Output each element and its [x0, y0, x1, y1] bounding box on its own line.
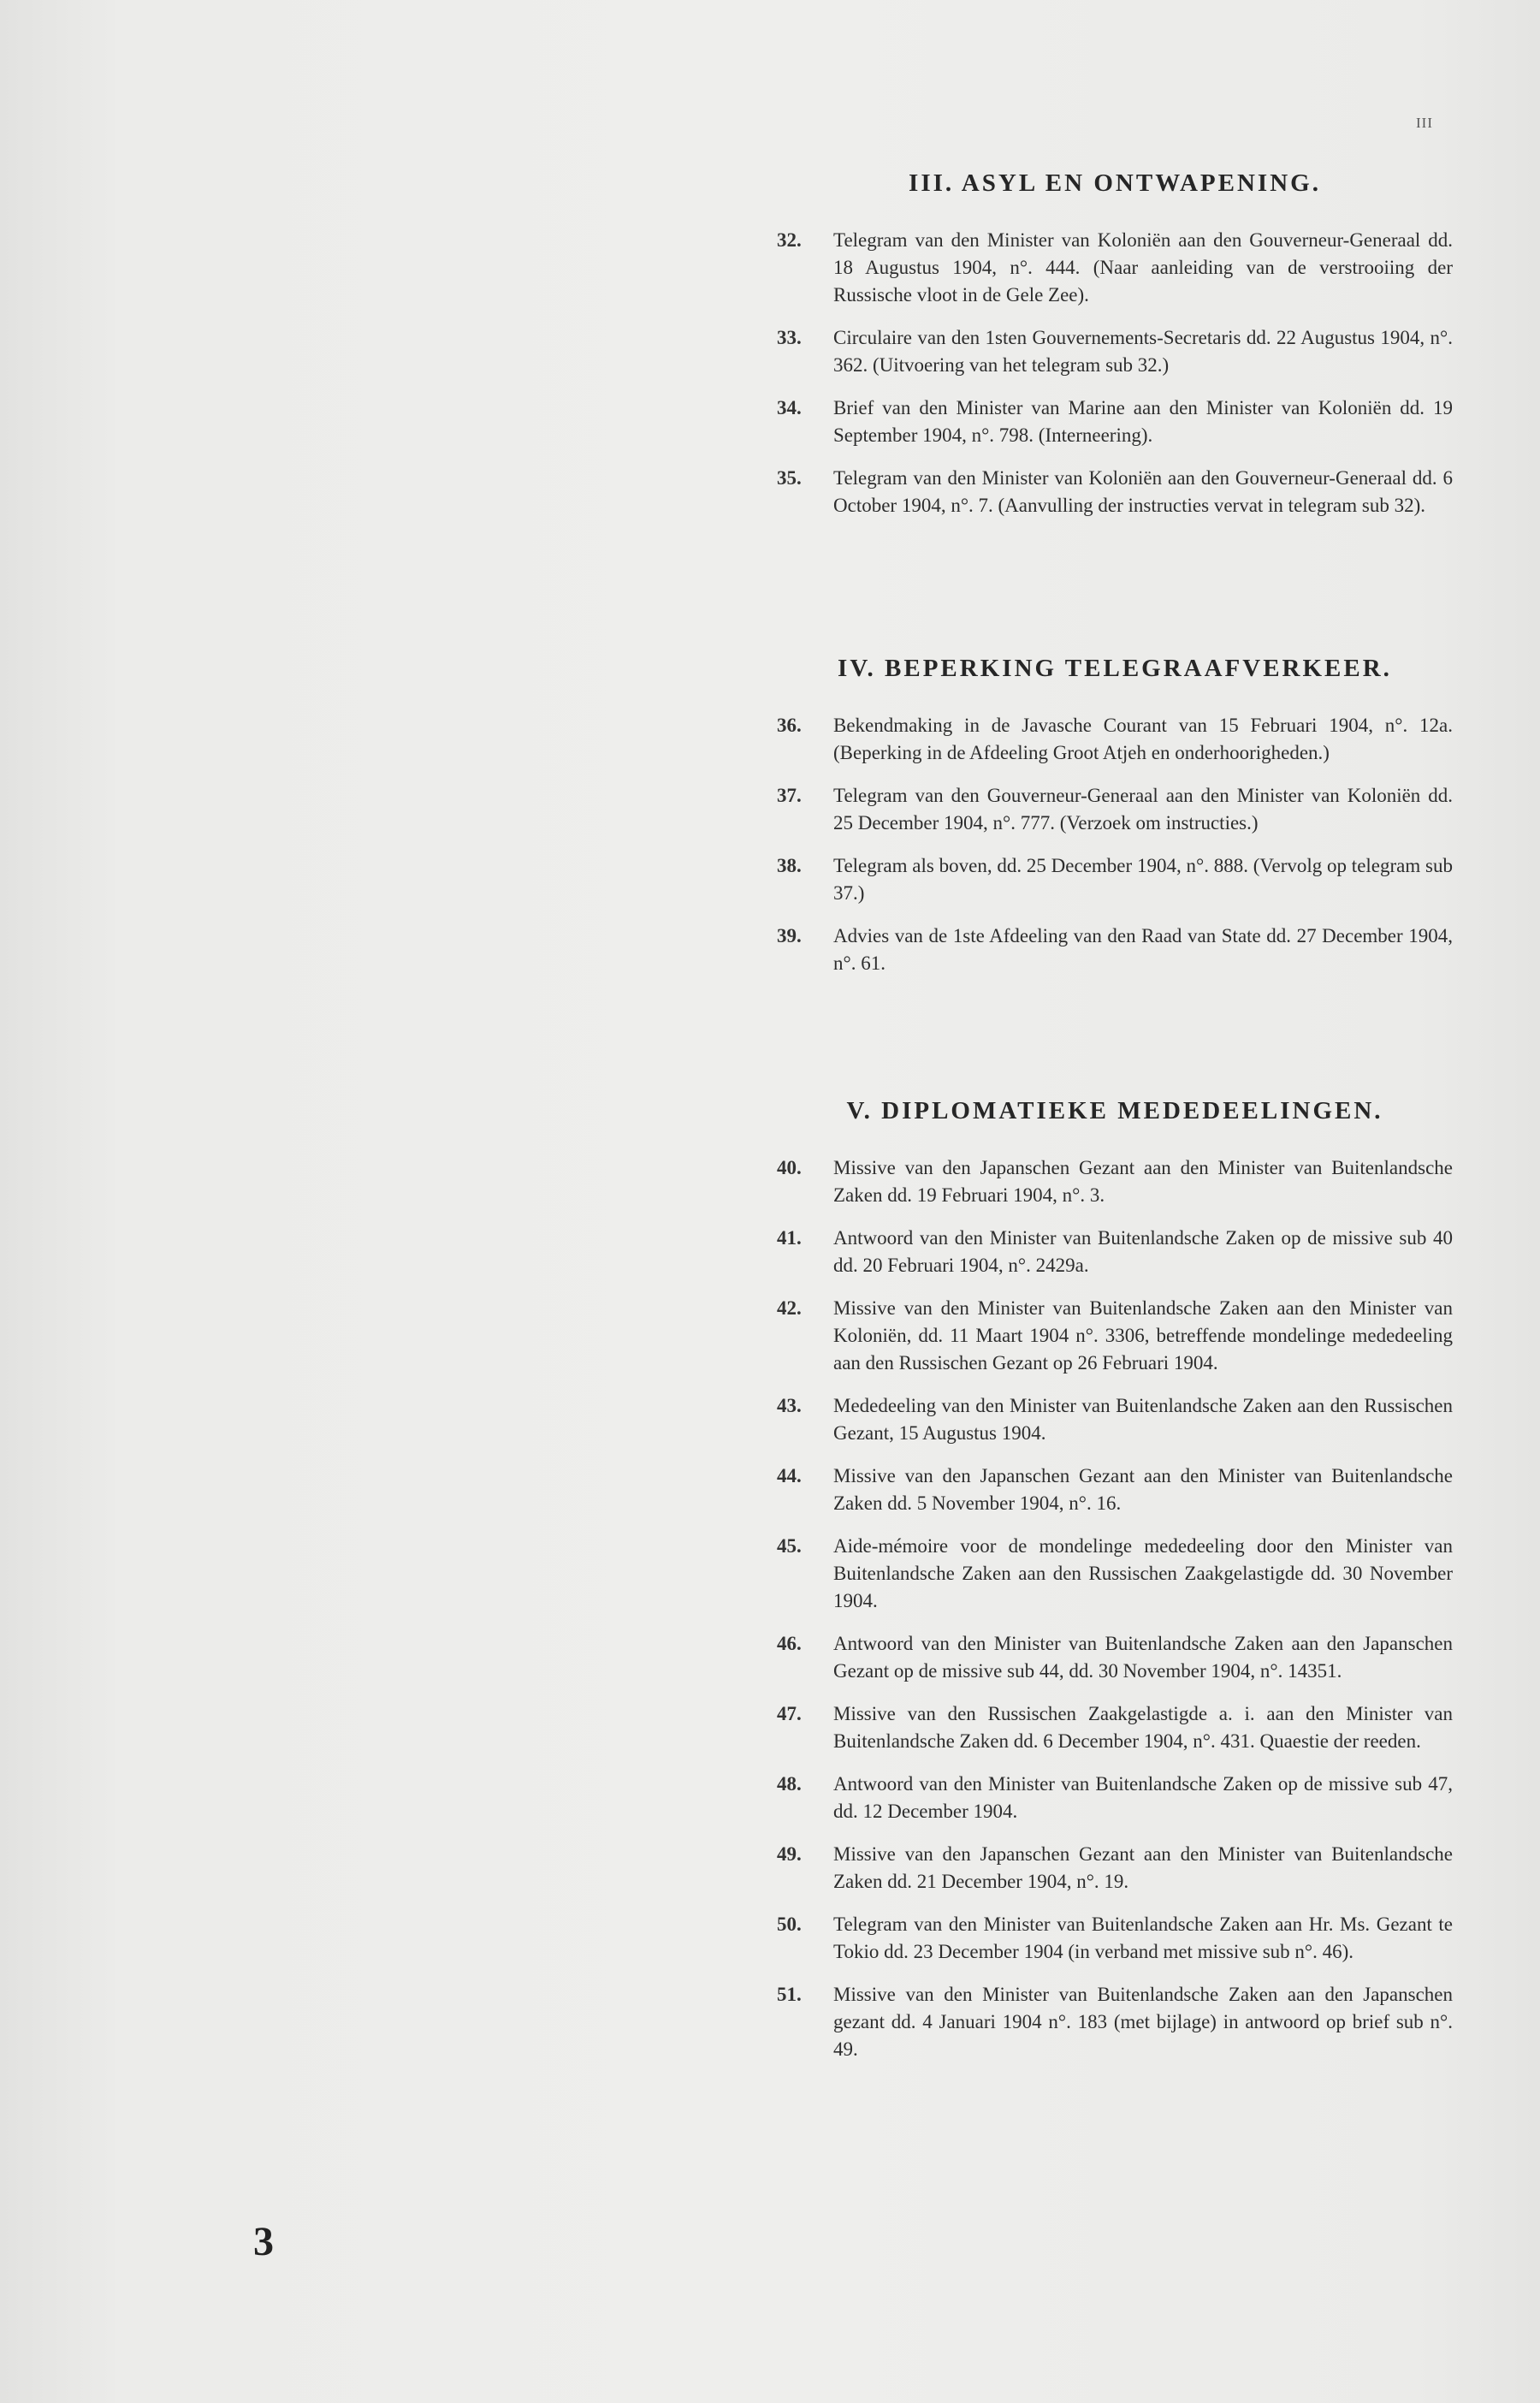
list-item	[777, 1533, 1453, 1615]
entry-number: 32.	[777, 229, 802, 251]
list-item	[777, 227, 1453, 309]
list-item	[777, 782, 1453, 837]
entry-number: 33.	[777, 327, 802, 348]
list-item	[777, 395, 1453, 449]
list-item	[777, 1700, 1453, 1755]
section-telegraaf	[777, 655, 1453, 993]
entry-number: 49.	[777, 1843, 802, 1865]
section-heading: III. ASYL EN ONTWAPENING.	[909, 169, 1321, 197]
list-item	[777, 324, 1453, 379]
entry-number: 37.	[777, 785, 802, 806]
list-item	[777, 1771, 1453, 1825]
entry-text: Telegram van den Minister van Koloniën aan den Gouverneur-Generaal dd. 6 October 1904, n°. 7. (Aanvulling der instructies vervat in telegram sub 32).	[833, 467, 1453, 516]
entry-text: Antwoord van den Minister van Buitenlandsche Zaken op de missive sub 40 dd. 20 Februari 1904, n°. 2429a.	[833, 1227, 1453, 1276]
list-item	[777, 1154, 1453, 1209]
section-heading: V. DIPLOMATIEKE MEDEDEELINGEN.	[846, 1097, 1383, 1124]
entry-text: Missive van den Japanschen Gezant aan den Minister van Buitenlandsche Zaken dd. 21 December 1904, n°. 19.	[833, 1843, 1453, 1892]
entry-number: 45.	[777, 1535, 802, 1557]
entry-text: Antwoord van den Minister van Buitenlandsche Zaken op de missive sub 47, dd. 12 December 1904.	[833, 1773, 1453, 1822]
entry-number: 40.	[777, 1157, 802, 1178]
entry-text: Telegram van den Minister van Buitenlandsche Zaken aan Hr. Ms. Gezant te Tokio dd. 23 December 1904 (in verband met missive sub n°. 46).	[833, 1914, 1453, 1962]
entry-number: 51.	[777, 1984, 802, 2005]
entry-number: 36.	[777, 715, 802, 736]
list-item	[777, 852, 1453, 907]
entry-number: 42.	[777, 1297, 802, 1319]
entry-text: Missive van den Minister van Buitenlandsche Zaken aan den Japanschen gezant dd. 4 Januari 1904 n°. 183 (met bijlage) in antwoord op brief sub n°. 49.	[833, 1984, 1453, 2060]
list-item	[777, 712, 1453, 767]
list-item	[777, 1630, 1453, 1685]
entry-number: 35.	[777, 467, 802, 489]
list-item	[777, 923, 1453, 977]
entry-text: Telegram van den Gouverneur-Generaal aan den Minister van Koloniën dd. 25 December 1904, n°. 777. (Verzoek om instructies.)	[833, 785, 1453, 834]
entry-text: Advies van de 1ste Afdeeling van den Raad van State dd. 27 December 1904, n°. 61.	[833, 925, 1453, 974]
entry-text: Missive van den Japanschen Gezant aan den Minister van Buitenlandsche Zaken dd. 19 Februari 1904, n°. 3.	[833, 1157, 1453, 1206]
list-item	[777, 1295, 1453, 1377]
entry-number: 38.	[777, 855, 802, 876]
entry-number: 46.	[777, 1633, 802, 1654]
section-heading: IV. BEPERKING TELEGRAAFVERKEER.	[838, 655, 1392, 682]
entry-text: Missive van den Japanschen Gezant aan den Minister van Buitenlandsche Zaken dd. 5 November 1904, n°. 16.	[833, 1465, 1453, 1514]
entry-number: 47.	[777, 1703, 802, 1724]
list-item	[777, 465, 1453, 519]
entry-text: Telegram als boven, dd. 25 December 1904, n°. 888. (Vervolg op telegram sub 37.)	[833, 855, 1453, 904]
list-item	[777, 1981, 1453, 2063]
entry-text: Missive van den Minister van Buitenlandsche Zaken aan den Minister van Koloniën, dd. 11 Maart 1904 n°. 3306, betreffende mondelinge mededeeling aan den Russischen Gezant op 26 Februari 1904.	[833, 1297, 1453, 1374]
signature-number: 3	[253, 2219, 274, 2264]
entry-text: Bekendmaking in de Javasche Courant van 15 Februari 1904, n°. 12a. (Beperking in de Afdeeling Groot Atjeh en onderhoorigheden.)	[833, 715, 1453, 763]
entry-number: 48.	[777, 1773, 802, 1795]
list-item	[777, 1841, 1453, 1896]
entry-number: 44.	[777, 1465, 802, 1486]
list-item	[777, 1392, 1453, 1447]
entry-text: Circulaire van den 1sten Gouvernements-Secretaris dd. 22 Augustus 1904, n°. 362. (Uitvoering van het telegram sub 32.)	[833, 327, 1453, 376]
entry-text: Aide-mémoire voor de mondelinge mededeeling door den Minister van Buitenlandsche Zaken aan den Russischen Zaakgelastigde dd. 30 November 1904.	[833, 1535, 1453, 1611]
entry-text: Telegram van den Minister van Koloniën aan den Gouverneur-Generaal dd. 18 Augustus 1904, n°. 444. (Naar aanleiding van de verstrooiing der Russische vloot in de Gele Zee).	[833, 229, 1453, 306]
list-item	[777, 1463, 1453, 1517]
entry-number: 43.	[777, 1395, 802, 1416]
entry-text: Antwoord van den Minister van Buitenlandsche Zaken aan den Japanschen Gezant op de missive sub 44, dd. 30 November 1904, n°. 14351.	[833, 1633, 1453, 1682]
entry-number: 50.	[777, 1914, 802, 1935]
entry-number: 39.	[777, 925, 802, 946]
page-number-roman: III	[1416, 115, 1433, 131]
section-diplomatiek	[777, 1097, 1453, 2079]
list-item	[777, 1225, 1453, 1279]
entry-number: 34.	[777, 397, 802, 418]
entry-text: Mededeeling van den Minister van Buitenlandsche Zaken aan den Russischen Gezant, 15 Augustus 1904.	[833, 1395, 1453, 1444]
entry-number: 41.	[777, 1227, 802, 1249]
entry-text: Brief van den Minister van Marine aan den Minister van Koloniën dd. 19 September 1904, n°. 798. (Interneering).	[833, 397, 1453, 446]
entry-text: Missive van den Russischen Zaakgelastigde a. i. aan den Minister van Buitenlandsche Zaken dd. 6 December 1904, n°. 431. Quaestie der reeden.	[833, 1703, 1453, 1752]
list-item	[777, 1911, 1453, 1966]
section-asyl	[777, 169, 1453, 535]
